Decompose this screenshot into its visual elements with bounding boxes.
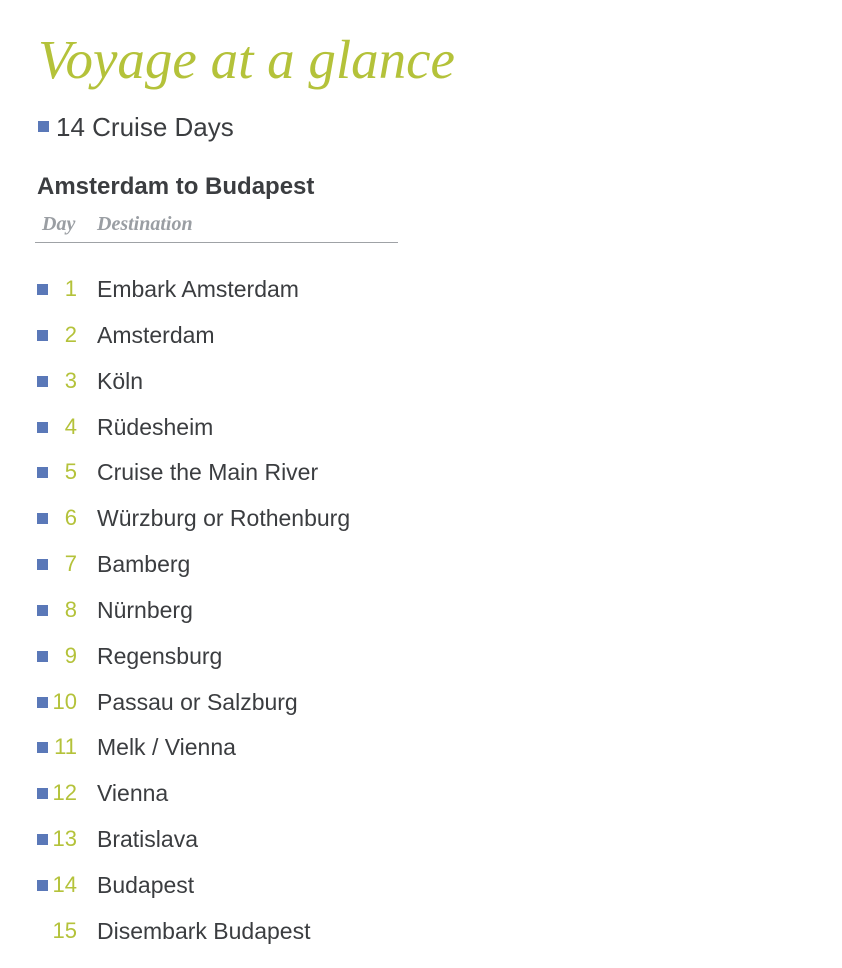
day-number: 6 <box>64 505 77 531</box>
itinerary-row <box>0 448 600 494</box>
destination-name: Rüdesheim <box>97 413 214 440</box>
day-number: 5 <box>64 459 77 485</box>
destination-name: Budapest <box>97 871 195 898</box>
day-number: 10 <box>52 688 77 714</box>
square-bullet-icon <box>38 121 49 132</box>
itinerary-row <box>0 632 600 678</box>
itinerary-row <box>0 861 600 907</box>
destination-name: Cruise the Main River <box>97 459 319 486</box>
day-number: 7 <box>64 551 77 577</box>
day-number: 12 <box>52 780 77 806</box>
day-number: 1 <box>64 276 77 301</box>
day-number: 15 <box>52 917 77 943</box>
day-number: 14 <box>52 871 77 897</box>
itinerary-row <box>0 769 600 815</box>
destination-name: Würzburg or Rothenburg <box>97 505 351 532</box>
day-number: 8 <box>64 596 77 622</box>
day-column-header: Day <box>42 213 76 235</box>
destination-name: Bratislava <box>97 826 198 853</box>
itinerary-row <box>0 403 600 449</box>
page-title: Voyage at a glance <box>38 29 455 90</box>
day-number: 9 <box>64 642 77 668</box>
itinerary-row <box>0 494 600 540</box>
itinerary-row <box>0 357 600 403</box>
destination-name: Embark Amsterdam <box>97 276 299 302</box>
destination-column-header: Destination <box>97 213 193 235</box>
destination-name: Vienna <box>97 780 169 807</box>
cruise-days-summary <box>38 109 234 145</box>
destination-name: Nürnberg <box>97 596 193 623</box>
day-number: 4 <box>64 413 77 439</box>
itinerary-row <box>0 540 600 586</box>
itinerary-table-header <box>35 211 398 243</box>
itinerary-row <box>0 678 600 724</box>
day-number: 2 <box>64 321 77 347</box>
itinerary-row <box>0 586 600 632</box>
destination-name: Disembark Budapest <box>97 917 311 944</box>
itinerary-row <box>0 907 600 953</box>
itinerary-list <box>0 265 600 953</box>
destination-name: Bamberg <box>97 551 191 578</box>
destination-name: Amsterdam <box>97 321 215 348</box>
itinerary-row <box>0 311 600 357</box>
cruise-days-text: 14 Cruise Days <box>56 111 234 142</box>
itinerary-row <box>0 815 600 861</box>
itinerary-row <box>0 723 600 769</box>
day-number: 11 <box>54 734 77 760</box>
day-number: 13 <box>52 826 77 852</box>
destination-name: Köln <box>97 367 144 394</box>
day-number: 3 <box>64 367 77 393</box>
destination-name: Melk / Vienna <box>97 734 236 761</box>
itinerary-row <box>0 265 600 311</box>
route-heading: Amsterdam to Budapest <box>37 173 315 200</box>
destination-name: Passau or Salzburg <box>97 688 298 715</box>
destination-name: Regensburg <box>97 642 223 669</box>
